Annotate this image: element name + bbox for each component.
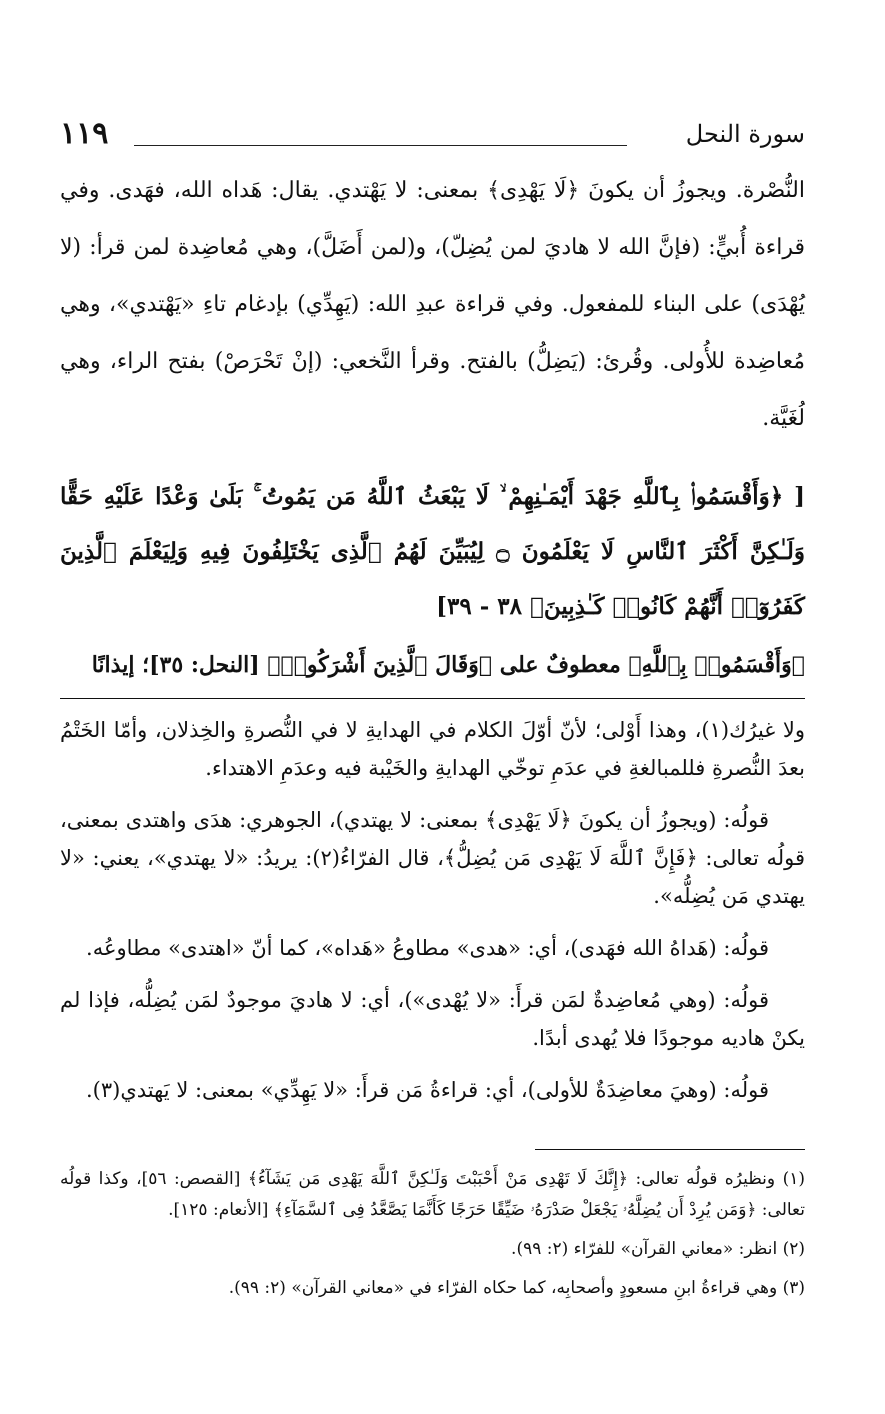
verse-commentary-intro: ﴿وَأَقْسَمُوا۟ بِٱللَّهِ﴾ معطوفٌ على ﴿وَقَالَ ٱلَّذِينَ أَشْرَكُوا۟﴾ [النحل: ٣٥]؛ إيذانًا (91, 652, 805, 678)
surah-title: سورة النحل (685, 120, 805, 148)
page-number: ١١٩ (60, 116, 109, 151)
commentary-paragraph: ولا غيرُك(١)، وهذا أَوْلى؛ لأنّ أوّلَ الكلام في الهدايةِ لا في النُّصرةِ والخِذلان، وأمّا الخَتْمُ بعدَ النُّصرةِ فللمبالغةِ في عدَمِ توخّي الهدايةِ والخَيْبة فيه وعدَمِ الاهتداء. (60, 718, 806, 780)
page (60, 112, 805, 1414)
commentary-paragraph: قولُه: (ويجوزُ أن يكونَ ﴿لَا يَهْدِى﴾ بمعنى: لا يهتدي)، الجوهري: هدَى واهتدى بمعنى، قولُه تعالى: ﴿فَإِنَّ ٱللَّهَ لَا يَهْدِى مَن يُضِلُّ﴾، قال الفرّاءُ(٢): يريدُ: «لا يهتدي»، يعني: «لا يهتدي مَن يُضِلُّه». (60, 808, 805, 908)
footnotes-section (60, 1149, 805, 1304)
footnote-separator (535, 1149, 805, 1150)
commentary-paragraph: قولُه: (وهيَ معاضِدَةٌ للأولى)، أي: قراءةُ مَن قرأَ: «لا يَهِدِّي» بمعنى: لا يَهتدي(٣). (85, 1078, 769, 1102)
commentary-paragraph: قولُه: (هَداهُ الله فهَدى)، أي: «هدى» مطاوعُ «هَداه»، كما أنّ «اهتدى» مطاوعُه. (86, 936, 769, 960)
footnote: (١) ونظيرُه قولُه تعالى: ﴿إِنَّكَ لَا تَهْدِى مَنْ أَحْبَبْتَ وَلَـٰكِنَّ ٱللَّهَ يَهْدِى مَن يَشَآءُ﴾ [القصص: ٥٦]، وكذا قولُه تعالى: ﴿وَمَن يُرِدْ أَن يُضِلَّهُۥ يَجْعَلْ صَدْرَهُۥ ضَيِّقًا حَرَجًا كَأَنَّمَا يَصَّعَّدُ فِى ٱلسَّمَآءِ﴾ [الأنعام: ١٢٥]. (60, 1169, 805, 1220)
commentary-paragraph: قولُه: (وهي مُعاضِدةٌ لمَن قرأَ: «لا يُهْدى»)، أي: لا هاديَ موجودٌ لمَن يُضِلُّه، فإذا لم يكنْ هاديه موجودًا فلا يُهدى أبدًا. (60, 988, 805, 1050)
header-rule (134, 145, 627, 146)
running-header (60, 112, 805, 162)
footnote: (٣) وهي قراءةُ ابنِ مسعودٍ وأصحابِه، كما حكاه الفرّاء في «معاني القرآن» (٢: ٩٩). (228, 1278, 805, 1298)
main-text-paragraph: النُّصْرة. ويجوزُ أن يكونَ ﴿لَا يَهْدِى﴾ بمعنى: لا يَهْتدي. يقال: هَداه الله، فهَدى. وفي قراءة أُبيٍّ: (فإنَّ الله لا هاديَ لمن يُضِلّ)، و(لمن أَضَلَّ)، وهي مُعاضِدة لمن قرأ: (لا يُهْدَى) على البناء للمفعول. وفي قراءة عبدِ الله: (يَهِدِّي) بإدغام تاءِ «يَهْتدي»، وهي مُعاضِدة للأُولى. وقُرئ: (يَضِلُّ) بالفتح. وقرأ النَّخعي: (إنْ تَحْرَصْ) بفتح الراء، وهي لُغَيَّة. (60, 178, 805, 431)
commentary-divider (60, 698, 805, 699)
commentary-section (60, 711, 805, 1109)
footnote: (٢) انظر: «معاني القرآن» للفرّاء (٢: ٩٩). (511, 1239, 805, 1259)
quran-verse-block: [ ﴿وَأَقْسَمُوا۟ بِٱللَّهِ جَهْدَ أَيْمَـٰنِهِمْ ۙ لَا يَبْعَثُ ٱللَّهُ مَن يَمُوتُ ۚ بَلَىٰ وَعْدًا عَلَيْهِ حَقًّا وَلَـٰكِنَّ أَكْثَرَ ٱلنَّاسِ لَا يَعْلَمُونَ ۝ لِيُبَيِّنَ لَهُمُ ٱلَّذِى يَخْتَلِفُونَ فِيهِ وَلِيَعْلَمَ ٱلَّذِينَ كَفَرُوٓا۟ أَنَّهُمْ كَانُوا۟ كَـٰذِبِينَ﴾ ٣٨ - ٣٩] (60, 483, 805, 620)
